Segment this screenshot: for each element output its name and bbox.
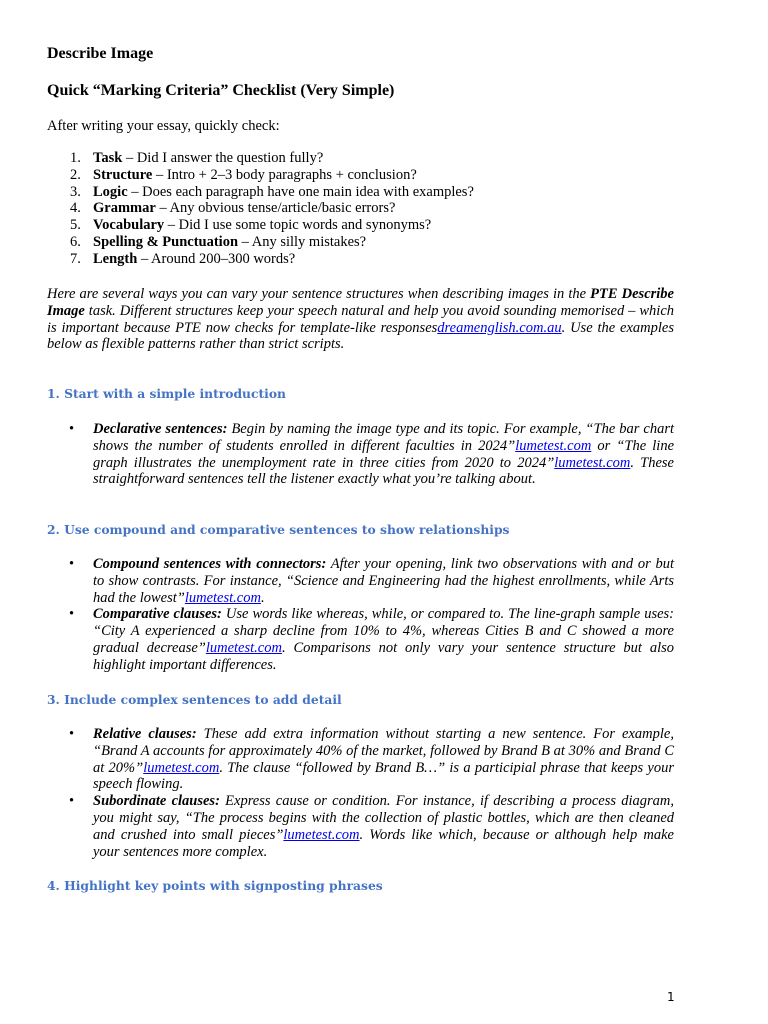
criteria-item: 1. Task – Did I answer the question fully? [70,150,324,166]
bullet-icon: • [69,606,75,623]
bullet-list [47,556,674,674]
criteria-item: 3. Logic – Does each paragraph have one main idea with examples? [70,183,474,200]
source-link[interactable]: lumetest.com [205,639,282,656]
criteria-item: 4. Grammar – Any obvious tense/article/basic errors? [70,200,396,217]
criteria-item: 6. Spelling & Punctuation – Any silly mistakes? [70,233,367,250]
list-item: • Compound sentences with connectors: After your opening, link two observations with and or but to show contrasts. For instance, “Science and Engineering had the highest enrollments, while Arts had the lowest”lumetest.com. [69,556,674,606]
criteria-item: 2. Structure – Intro + 2–3 body paragraphs + conclusion? [70,166,417,183]
checklist-heading: Quick “Marking Criteria” Checklist (Very Simple) [47,82,395,99]
page-number: 1 [667,990,675,1004]
bullet-icon: • [69,421,75,437]
source-link[interactable]: dreamenglish.com.au [437,319,562,336]
source-link[interactable]: lumetest.com [184,589,261,606]
checklist-intro: After writing your essay, quickly check: [47,118,280,134]
criteria-list [47,150,474,268]
section-heading: 4. Highlight key points with signposting phrases [47,878,383,893]
list-item: • Subordinate clauses: Express cause or condition. For instance, if describing a process diagram, you might say, “The process begins with the collection of plastic bottles, which are then cleaned and crushed into small pieces”lumetest.com. Words like which, because or although help make your sentences more complex. [69,793,674,860]
intro-paragraph: Here are several ways you can vary your sentence structures when describing images in the PTE Describe Image task. Different structures keep your speech natural and help you avoid sounding memorised – which is important because PTE now checks for template-like responsesdreamenglish.com.au. Use the examples below as flexible patterns rather than strict scripts. [47,286,675,353]
bullet-icon: • [69,793,75,810]
bullet-list [47,421,674,488]
criteria-item: 7. Length – Around 200–300 words? [70,250,296,267]
source-link[interactable]: lumetest.com [283,826,360,843]
list-item: • Comparative clauses: Use words like whereas, while, or compared to. The line-graph sample uses: “City A experienced a sharp decline from 10% to 4%, whereas Cities B and C showed a more gradual decrease”lumetest.com. Comparisons not only vary your sentence structure but also highlight important differences. [69,606,674,673]
bullet-list [47,726,674,860]
source-link[interactable]: lumetest.com [143,759,220,776]
list-item: • Declarative sentences: Begin by naming the image type and its topic. For example, “The bar chart shows the number of students enrolled in different faculties in 2024”lumetest.com or “The line graph illustrates the unemployment rate in three cities from 2020 to 2024”lumetest.com. These straightforward sentences tell the listener exactly what you’re talking about. [69,421,675,488]
source-link[interactable]: lumetest.com [554,454,631,471]
criteria-item: 5. Vocabulary – Did I use some topic words and synonyms? [70,217,432,234]
section-heading: 1. Start with a simple introduction [47,386,286,401]
bullet-icon: • [69,556,75,572]
section-heading: 3. Include complex sentences to add detail [47,692,342,707]
section-heading: 2. Use compound and comparative sentences to show relationships [47,522,510,537]
bullet-icon: • [69,726,75,742]
list-item: • Relative clauses: These add extra information without starting a new sentence. For example, “Brand A accounts for approximately 40% of the market, followed by Brand B at 30% and Brand C at 20%”lumetest.com. The clause “followed by Brand B…” is a participial phrase that keeps your speech flowing. [69,726,674,793]
document-title: Describe Image [47,45,154,62]
source-link[interactable]: lumetest.com [515,437,592,454]
